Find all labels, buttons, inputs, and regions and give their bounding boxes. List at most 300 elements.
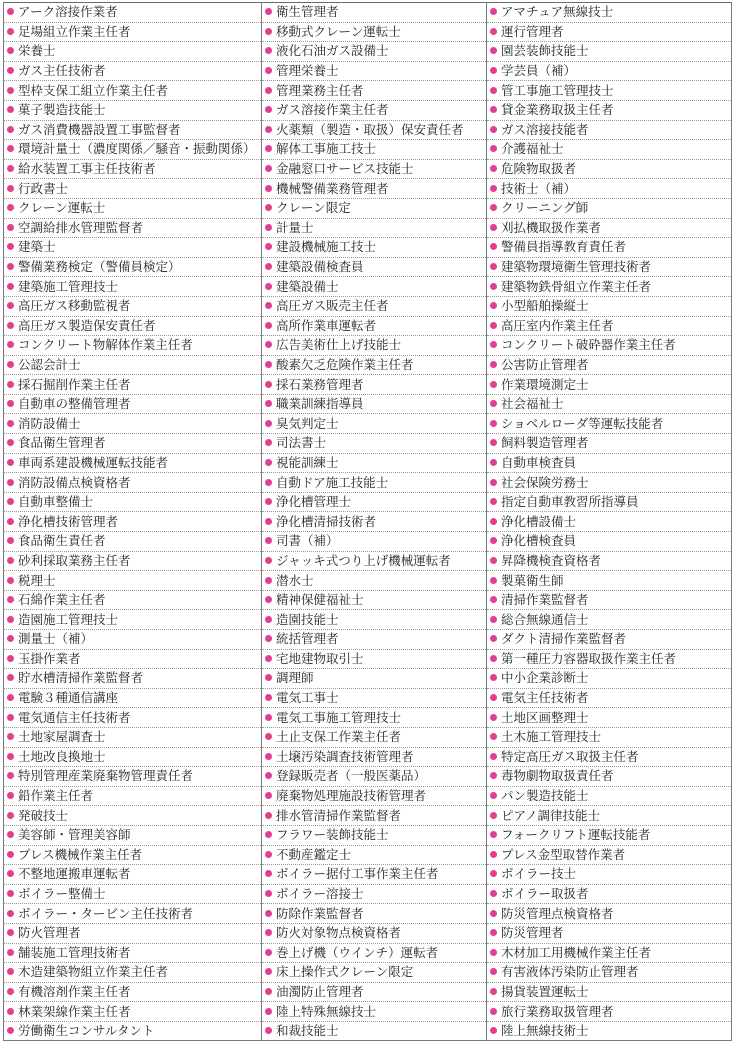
qualification-name: 労働衛生コンサルタント [18, 1023, 155, 1039]
qualification-cell [262, 336, 487, 356]
qualification-name: 浄化槽設備士 [501, 513, 577, 529]
qualification-cell [262, 1002, 487, 1022]
bullet-icon [265, 910, 272, 917]
bullet-icon [265, 28, 272, 35]
qualification-cell [4, 277, 262, 297]
qualification-name: ピアノ調律技能士 [501, 807, 601, 823]
qualification-name: 給水装置工事主任技術者 [18, 161, 156, 177]
qualification-name: 第一種圧力容器取扱作業主任者 [501, 650, 677, 666]
qualification-cell [487, 767, 732, 787]
bullet-icon [265, 812, 272, 819]
bullet-icon [265, 674, 272, 681]
qualification-cell [262, 884, 487, 904]
qualification-name: 土地改良換地士 [18, 748, 106, 764]
qualification-cell [4, 551, 262, 571]
bullet-icon [7, 537, 14, 544]
bullet-icon [7, 557, 14, 564]
qualification-name: 建築物環境衛生管理技術者 [501, 259, 652, 275]
qualification-cell [4, 394, 262, 414]
qualification-name: 宅地建物取引士 [276, 650, 364, 666]
qualification-name: 管理業務主任者 [276, 82, 364, 98]
qualification-cell [262, 610, 487, 630]
qualification-name: 統括管理者 [276, 631, 339, 647]
bullet-icon [7, 145, 14, 152]
bullet-icon [7, 204, 14, 211]
qualification-cell [487, 257, 732, 277]
qualification-name: 防災管理者 [501, 925, 564, 941]
qualification-cell [262, 414, 487, 434]
qualification-name: 酸素欠乏危険作業主任者 [276, 356, 414, 372]
qualification-name: 自動車検査員 [501, 454, 577, 470]
table-row [4, 218, 732, 238]
bullet-icon [490, 204, 497, 211]
qualification-cell [262, 394, 487, 414]
qualification-cell [262, 904, 487, 924]
bullet-icon [490, 126, 497, 133]
qualification-name: 建築施工管理技士 [18, 278, 119, 294]
qualification-name: 社会福祉士 [501, 396, 564, 412]
bullet-icon [265, 283, 272, 290]
table-row [4, 22, 732, 42]
qualification-name: 調理師 [276, 670, 314, 686]
qualification-cell [4, 453, 262, 473]
qualification-cell [487, 81, 732, 101]
qualification-cell [487, 355, 732, 375]
qualification-cell [487, 610, 732, 630]
table-row [4, 649, 732, 669]
qualification-name: 計量士 [276, 219, 314, 235]
qualification-name: 造園施工管理技士 [18, 611, 119, 627]
bullet-icon [7, 47, 14, 54]
table-row [4, 394, 732, 414]
bullet-icon [265, 439, 272, 446]
qualification-cell [262, 649, 487, 669]
qualification-name: プレス金型取替作業者 [501, 846, 626, 862]
qualification-name: 陸上特殊無線技士 [276, 1003, 377, 1019]
qualification-cell [262, 277, 487, 297]
qualification-cell [262, 238, 487, 258]
table-row [4, 61, 732, 81]
qualification-cell [262, 1021, 487, 1041]
qualification-name: 建設機械施工技士 [276, 239, 377, 255]
table-row [4, 512, 732, 532]
qualification-cell [4, 865, 262, 885]
qualification-name: コンクリート物解体作業主任者 [18, 337, 193, 353]
qualification-cell [487, 336, 732, 356]
qualification-cell [4, 786, 262, 806]
qualification-name: ガス主任技術者 [18, 63, 106, 79]
qualification-cell [4, 61, 262, 81]
qualification-name: 浄化槽清掃技術者 [276, 513, 377, 529]
qualification-cell [4, 845, 262, 865]
bullet-icon [265, 420, 272, 427]
qualification-name: 防火管理者 [18, 925, 81, 941]
qualification-name: 有害液体汚染防止管理者 [501, 964, 639, 980]
bullet-icon [490, 714, 497, 721]
bullet-icon [265, 968, 272, 975]
qualification-cell [4, 532, 262, 552]
qualification-cell [487, 571, 732, 591]
bullet-icon [265, 518, 272, 525]
qualification-name: 木造建築物組立作業主任者 [18, 964, 169, 980]
qualification-cell [487, 708, 732, 728]
qualification-name: 玉掛作業者 [18, 650, 81, 666]
qualification-cell [4, 669, 262, 689]
qualification-name: ボイラー取扱者 [501, 886, 589, 902]
qualification-name: 土地区画整理士 [501, 709, 589, 725]
qualification-cell [262, 786, 487, 806]
qualification-name: 警備員指導教育責任者 [501, 239, 627, 255]
bullet-icon [490, 498, 497, 505]
bullet-icon [7, 67, 14, 74]
bullet-icon [490, 224, 497, 231]
qualification-name: 型枠支保工組立作業主任者 [18, 82, 169, 98]
qualification-cell [4, 767, 262, 787]
bullet-icon [265, 772, 272, 779]
qualification-cell [487, 3, 732, 23]
qualification-name: 職業訓練指導員 [276, 396, 364, 412]
qualification-name: 土地家屋調査士 [18, 729, 106, 745]
table-row [4, 747, 732, 767]
qualification-cell [487, 140, 732, 160]
qualification-cell [487, 375, 732, 395]
qualification-name: 潜水士 [276, 572, 314, 588]
table-row [4, 551, 732, 571]
bullet-icon [7, 518, 14, 525]
qualification-name: アーク溶接作業者 [18, 4, 118, 20]
bullet-icon [7, 968, 14, 975]
bullet-icon [7, 694, 14, 701]
qualification-cell [262, 551, 487, 571]
qualification-cell [262, 355, 487, 375]
table-row [4, 1002, 732, 1022]
qualification-cell [487, 786, 732, 806]
bullet-icon [265, 929, 272, 936]
bullet-icon [265, 577, 272, 584]
qualification-name: 美容師・管理美容師 [18, 827, 131, 843]
qualification-name: ジャッキ式つり上げ機械運転者 [276, 552, 451, 568]
qualification-name: ガス溶接技能者 [501, 121, 589, 137]
qualification-cell [487, 316, 732, 336]
bullet-icon [265, 851, 272, 858]
qualification-name: 排水管清掃作業監督者 [276, 807, 402, 823]
qualification-name: 床上操作式クレーン限定 [276, 964, 414, 980]
qualification-cell [262, 140, 487, 160]
qualification-name: 昇降機検査資格者 [501, 552, 602, 568]
bullet-icon [7, 577, 14, 584]
qualification-name: 和裁技能士 [276, 1023, 339, 1039]
qualification-cell [487, 179, 732, 199]
table-row [4, 198, 732, 218]
qualification-cell [487, 982, 732, 1002]
bullet-icon [490, 596, 497, 603]
qualification-name: 衛生管理者 [276, 4, 339, 20]
bullet-icon [7, 243, 14, 250]
qualification-cell [262, 434, 487, 454]
bullet-icon [490, 635, 497, 642]
table-row [4, 355, 732, 375]
qualification-name: 臭気判定士 [276, 415, 339, 431]
bullet-icon [265, 831, 272, 838]
qualification-cell [487, 394, 732, 414]
table-row [4, 473, 732, 493]
bullet-icon [490, 949, 497, 956]
table-row [4, 943, 732, 963]
qualification-cell [4, 355, 262, 375]
bullet-icon [265, 361, 272, 368]
qualification-name: フォークリフト運転技能者 [501, 827, 651, 843]
bullet-icon [7, 263, 14, 270]
qualification-name: 建築物鉄骨組立作業主任者 [501, 278, 652, 294]
qualification-name: 浄化槽技術管理者 [18, 513, 119, 529]
bullet-icon [7, 165, 14, 172]
bullet-icon [490, 792, 497, 799]
qualification-name: 旅行業務取扱管理者 [501, 1003, 614, 1019]
qualification-name: 移動式クレーン運転士 [276, 23, 401, 39]
bullet-icon [265, 890, 272, 897]
qualification-name: 造園技能士 [276, 611, 339, 627]
qualification-name: 環境計量士（濃度関係／騒音・振動関係） [18, 141, 256, 157]
table-row [4, 845, 732, 865]
bullet-icon [265, 655, 272, 662]
bullet-icon [265, 185, 272, 192]
qualification-name: パン製造技能士 [501, 788, 589, 804]
qualification-cell [487, 218, 732, 238]
table-row [4, 1021, 732, 1041]
qualification-name: 火薬類（製造・取扱）保安責任者 [276, 121, 464, 137]
qualification-cell [262, 218, 487, 238]
bullet-icon [7, 812, 14, 819]
qualification-table-body [4, 3, 732, 1041]
qualification-cell [487, 453, 732, 473]
qualification-name: 食品衛生管理者 [18, 435, 106, 451]
qualification-cell [262, 3, 487, 23]
qualification-cell [262, 179, 487, 199]
bullet-icon [490, 1027, 497, 1034]
bullet-icon [265, 714, 272, 721]
qualification-cell [262, 453, 487, 473]
bullet-icon [490, 537, 497, 544]
qualification-cell [4, 140, 262, 160]
qualification-cell [4, 825, 262, 845]
qualification-name: 不動産鑑定士 [276, 846, 352, 862]
bullet-icon [265, 165, 272, 172]
qualification-name: 公害防止管理者 [501, 356, 589, 372]
qualification-name: 防火対象物点検資格者 [276, 925, 402, 941]
qualification-name: コンクリート破砕器作業主任者 [501, 337, 676, 353]
bullet-icon [490, 47, 497, 54]
bullet-icon [7, 910, 14, 917]
bullet-icon [490, 870, 497, 877]
bullet-icon [490, 185, 497, 192]
qualification-name: 電気工事施工管理技士 [276, 709, 402, 725]
table-row [4, 767, 732, 787]
bullet-icon [265, 381, 272, 388]
qualification-cell [4, 179, 262, 199]
bullet-icon [490, 106, 497, 113]
bullet-icon [7, 28, 14, 35]
qualification-name: 栄養士 [18, 43, 56, 59]
qualification-cell [262, 806, 487, 826]
bullet-icon [490, 322, 497, 329]
qualification-name: 電気通信主任技術者 [18, 709, 131, 725]
bullet-icon [7, 420, 14, 427]
qualification-name: 解体工事施工技士 [276, 141, 377, 157]
qualification-cell [262, 316, 487, 336]
qualification-cell [487, 42, 732, 62]
qualification-cell [262, 865, 487, 885]
bullet-icon [265, 263, 272, 270]
bullet-icon [490, 910, 497, 917]
qualification-name: 高圧ガス販売主任者 [276, 298, 389, 314]
qualification-cell [262, 100, 487, 120]
bullet-icon [7, 596, 14, 603]
qualification-name: 鉛作業主任者 [18, 788, 94, 804]
qualification-cell [487, 884, 732, 904]
qualification-name: 行政書士 [18, 180, 69, 196]
qualification-name: 浄化槽管理士 [276, 494, 352, 510]
bullet-icon [490, 439, 497, 446]
qualification-name: 巻上げ機（ウインチ）運転者 [276, 944, 439, 960]
qualification-name: 油濁防止管理者 [276, 983, 364, 999]
qualification-cell [487, 806, 732, 826]
qualification-cell [4, 120, 262, 140]
qualification-name: 刈払機取扱作業者 [501, 219, 602, 235]
qualification-name: 貯水槽清掃作業監督者 [18, 670, 144, 686]
bullet-icon [265, 400, 272, 407]
qualification-cell [262, 296, 487, 316]
bullet-icon [265, 1027, 272, 1034]
qualification-cell [4, 316, 262, 336]
bullet-icon [265, 537, 272, 544]
qualification-name: 社会保険労務士 [501, 474, 589, 490]
table-row [4, 414, 732, 434]
qualification-name: 貸金業務取扱主任者 [501, 102, 614, 118]
table-row [4, 434, 732, 454]
qualification-cell [262, 982, 487, 1002]
qualification-name: 総合無線通信士 [501, 611, 589, 627]
bullet-icon [7, 674, 14, 681]
table-row [4, 571, 732, 591]
bullet-icon [490, 361, 497, 368]
qualification-name: 電気主任技術者 [501, 690, 589, 706]
bullet-icon [265, 8, 272, 15]
qualification-name: 採石掘削作業主任者 [18, 376, 131, 392]
qualification-cell [4, 649, 262, 669]
qualification-name: 建築設備検査員 [276, 259, 364, 275]
bullet-icon [490, 851, 497, 858]
qualification-cell [487, 1021, 732, 1041]
bullet-icon [265, 224, 272, 231]
qualification-cell [262, 845, 487, 865]
qualification-name: 採石業務管理者 [276, 376, 364, 392]
table-row [4, 179, 732, 199]
bullet-icon [7, 851, 14, 858]
bullet-icon [7, 400, 14, 407]
qualification-name: 建築士 [18, 239, 56, 255]
qualification-name: 足場組立作業主任者 [18, 23, 131, 39]
qualification-name: 建築設備士 [276, 278, 339, 294]
qualification-cell [4, 159, 262, 179]
qualification-cell [487, 532, 732, 552]
qualification-name: 高所作業車運転者 [276, 317, 377, 333]
qualification-name: 技術士（補） [501, 180, 577, 196]
table-row [4, 610, 732, 630]
qualification-name: 菓子製造技能士 [18, 102, 106, 118]
qualification-cell [262, 669, 487, 689]
table-row [4, 923, 732, 943]
bullet-icon [7, 302, 14, 309]
bullet-icon [490, 518, 497, 525]
qualification-cell [4, 3, 262, 23]
bullet-icon [265, 694, 272, 701]
bullet-icon [265, 596, 272, 603]
table-row [4, 904, 732, 924]
bullet-icon [490, 577, 497, 584]
qualification-name: 視能訓練士 [276, 454, 339, 470]
qualification-name: 防災管理点検資格者 [501, 905, 614, 921]
bullet-icon [490, 694, 497, 701]
table-row [4, 453, 732, 473]
qualification-cell [4, 923, 262, 943]
qualification-cell [262, 42, 487, 62]
bullet-icon [490, 28, 497, 35]
table-row [4, 375, 732, 395]
bullet-icon [7, 870, 14, 877]
qualification-name: 公認会計士 [18, 356, 81, 372]
qualification-name: 浄化槽検査員 [501, 533, 577, 549]
qualification-cell [4, 42, 262, 62]
qualification-cell [4, 904, 262, 924]
qualification-name: 電験３種通信講座 [18, 690, 119, 706]
bullet-icon [490, 420, 497, 427]
qualification-name: 自動ドア施工技能士 [276, 474, 389, 490]
qualification-name: 管理栄養士 [276, 63, 339, 79]
qualification-name: 不整地運搬車運転者 [18, 866, 131, 882]
qualification-cell [4, 512, 262, 532]
qualification-name: 園芸装飾技能士 [501, 43, 589, 59]
qualification-name: 土木施工管理技士 [501, 729, 602, 745]
qualification-name: 土止支保工作業主任者 [276, 729, 402, 745]
qualification-cell [487, 100, 732, 120]
qualification-cell [4, 81, 262, 101]
bullet-icon [7, 792, 14, 799]
qualification-name: 消防設備士 [18, 415, 81, 431]
qualification-name: 自動車整備士 [18, 494, 94, 510]
qualification-name: 介護福祉士 [501, 141, 564, 157]
qualification-name: 電気工事士 [276, 690, 339, 706]
qualification-cell [4, 1002, 262, 1022]
bullet-icon [7, 655, 14, 662]
qualification-name: クリーニング師 [501, 200, 589, 216]
qualification-name: 広告美術仕上げ技能士 [276, 337, 402, 353]
qualification-name: 飼料製造管理者 [501, 435, 589, 451]
qualification-cell [487, 473, 732, 493]
qualification-cell [4, 238, 262, 258]
qualification-name: ダクト清掃作業監督者 [501, 631, 627, 647]
qualification-cell [4, 610, 262, 630]
qualification-name: 作業環境測定士 [501, 376, 589, 392]
qualification-cell [4, 982, 262, 1002]
qualification-name: 指定自動車教習所指導員 [501, 494, 639, 510]
qualification-name: 危険物取扱者 [501, 161, 577, 177]
bullet-icon [265, 635, 272, 642]
qualification-name: 金融窓口サービス技能士 [276, 161, 414, 177]
qualification-name: 車両系建設機械運転技能者 [18, 454, 169, 470]
qualification-cell [487, 845, 732, 865]
table-row [4, 492, 732, 512]
qualification-cell [262, 159, 487, 179]
